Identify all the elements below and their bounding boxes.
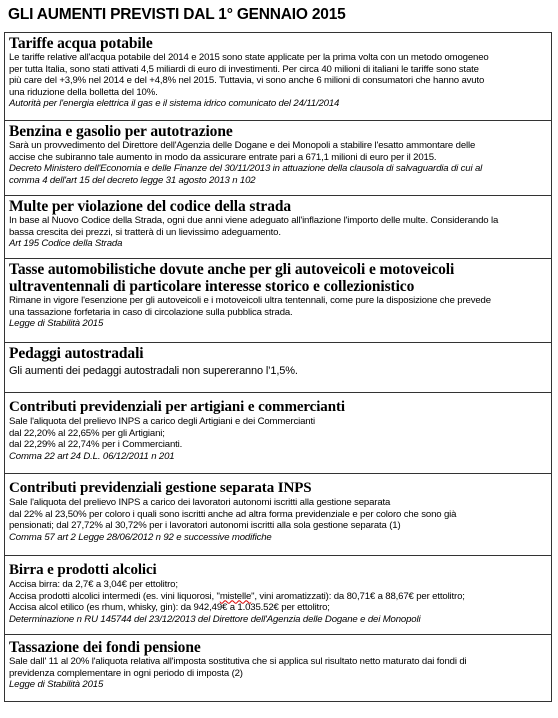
section-text-line: accise che subiranno tale aumento in modo da assicurare entrate pari a 671,1 milioni di euro per il 2015. <box>9 151 437 163</box>
section-vehicle-taxes <box>5 258 551 342</box>
section-text-line: Sale l'aliquota del prelievo INPS a carico degli Artigiani e dei Commercianti <box>9 416 315 427</box>
section-text-line: Sale dall' 11 al 20% l'aliquota relativa all'imposta sostitutiva che si applica sul risultato netto maturato dai fondi di <box>9 656 467 667</box>
section-text-line: una tassazione forfetaria in caso di circolazione sulla pubblica strada. <box>9 306 293 318</box>
section-heading: Pedaggi autostradali <box>9 345 144 362</box>
section-heading: Contributi previdenziali per artigiani e commercianti <box>9 399 345 415</box>
section-source: Legge di Stabilità 2015 <box>9 318 104 329</box>
section-source: Autorità per l'energia elettrica il gas e il sistema idrico comunicato del 24/11/2014 <box>9 98 340 109</box>
section-text-line: Sale l'aliquota del prelievo INPS a carico dei lavoratori autonomi iscritti alla gestione separata <box>9 497 391 508</box>
section-artisans-contributions <box>5 392 551 473</box>
section-text-line: Sarà un provvedimento del Direttore dell'Agenzia delle Dogane e dei Monopoli a stabilire l'esatto ammontare delle <box>9 140 476 151</box>
section-source: Comma 57 art 2 Legge 28/06/2012 n 92 e successive modifiche <box>9 531 272 543</box>
section-text-line: una riduzione della bolletta del 10%. <box>9 86 158 98</box>
section-text-line: pensionati; dal 27,72% al 30,72% per i lavoratori autonomi iscritti alla sola gestione separata (1) <box>9 520 401 531</box>
page-title: GLI AUMENTI PREVISTI DAL 1° GENNAIO 2015 <box>8 6 346 23</box>
section-heading: Tariffe acqua potabile <box>9 35 153 52</box>
section-text-line: Accisa birra: da 2,7€ a 3,04€ per ettolitro; <box>9 579 178 590</box>
section-text-line: dal 22,29% al 22,74% per i Commercianti. <box>9 439 183 450</box>
section-source: Legge di Stabilità 2015 <box>9 679 104 690</box>
section-text-line <box>9 591 547 603</box>
section-fuel <box>5 120 551 195</box>
section-source: Comma 22 art 24 D.L. 06/12/2011 n 201 <box>9 450 175 462</box>
section-source: Art 195 Codice della Strada <box>9 238 123 249</box>
section-text-line: dal 22,20% al 22,65% per gli Artigiani; <box>9 427 165 439</box>
section-pension-funds <box>5 634 551 701</box>
section-heading-line: ultraventennali di particolare interesse storico e collezionistico <box>9 278 415 295</box>
section-text-line: Accisa alcol etilico (es rhum, whisky, gin): da 942,49€ a 1.035.52€ per ettolitro; <box>9 602 330 613</box>
section-heading: Contributi previdenziali gestione separata INPS <box>9 480 312 496</box>
section-highway-tolls <box>5 342 551 392</box>
section-water-tariffs <box>5 33 551 120</box>
section-heading: Birra e prodotti alcolici <box>9 562 157 578</box>
section-heading: Multe per violazione del codice della strada <box>9 198 292 215</box>
section-beer-alcohol <box>5 555 551 634</box>
section-heading: Benzina e gasolio per autotrazione <box>9 123 233 140</box>
text-fragment: ", vini aromatizzati): da 80,71€ a 88,67€ per ettolitro; <box>251 590 465 602</box>
section-text: Gli aumenti dei pedaggi autostradali non supereranno l’1,5%. <box>9 365 298 377</box>
section-text-line: previdenza complementare in ogni periodo di imposta (2) <box>9 667 243 679</box>
section-text-line: per tutta Italia, sono stati attivati 4,5 miliardi di euro di investimenti. Per circa 40 milioni di italiani le tariffe sono state <box>9 63 479 75</box>
section-text-line: In base al Nuovo Codice della Strada, ogni due anni viene adeguato all'inflazione l'importo delle multe. Considerando la <box>9 215 499 226</box>
section-source: Decreto Ministero dell'Economia e delle Finanze del 30/11/2013 in attuazione della clausola di salvaguardia di cui al <box>9 163 483 174</box>
section-source: comma 4 dell'art 15 del decreto legge 31 agosto 2013 n 102 <box>9 174 256 186</box>
section-traffic-fines <box>5 195 551 258</box>
section-text-line: Rimane in vigore l'esenzione per gli autoveicoli e i motoveicoli ultra tentennali, come pure la disposizione che prevede <box>9 295 491 306</box>
section-heading-line: Tasse automobilistiche dovute anche per gli autoveicoli e motoveicoli <box>9 261 455 278</box>
section-inps-separate <box>5 473 551 555</box>
section-text-line: dal 22% al 23,50% per coloro i quali sono iscritti anche ad altra forma previdenziale e per coloro che sono già <box>9 508 457 520</box>
section-source: Determinazione n RU 145744 del 23/12/2013 del Direttore dell'Agenzia delle Dogane e dei Monopoli <box>9 613 421 625</box>
section-heading: Tassazione dei fondi pensione <box>9 639 201 656</box>
section-text-line: bassa crescita dei prezzi, si tratterà di un lievissimo adeguamento. <box>9 226 281 238</box>
increases-table <box>4 32 552 702</box>
section-text-line: Le tariffe relative all'acqua potabile del 2014 e 2015 sono state applicate per la prima volta con un metodo omogeneo <box>9 52 489 63</box>
spellcheck-underlined-word: mistelle <box>219 590 252 602</box>
text-fragment: Accisa prodotti alcolici intermedi (es. vini liquorosi, " <box>9 590 220 602</box>
section-text-line: più care del +3,9% nel 2014 e del +4,8% nel 2015. Tuttavia, vi sono anche 6 milioni di consumatori che hanno avuto <box>9 75 485 86</box>
